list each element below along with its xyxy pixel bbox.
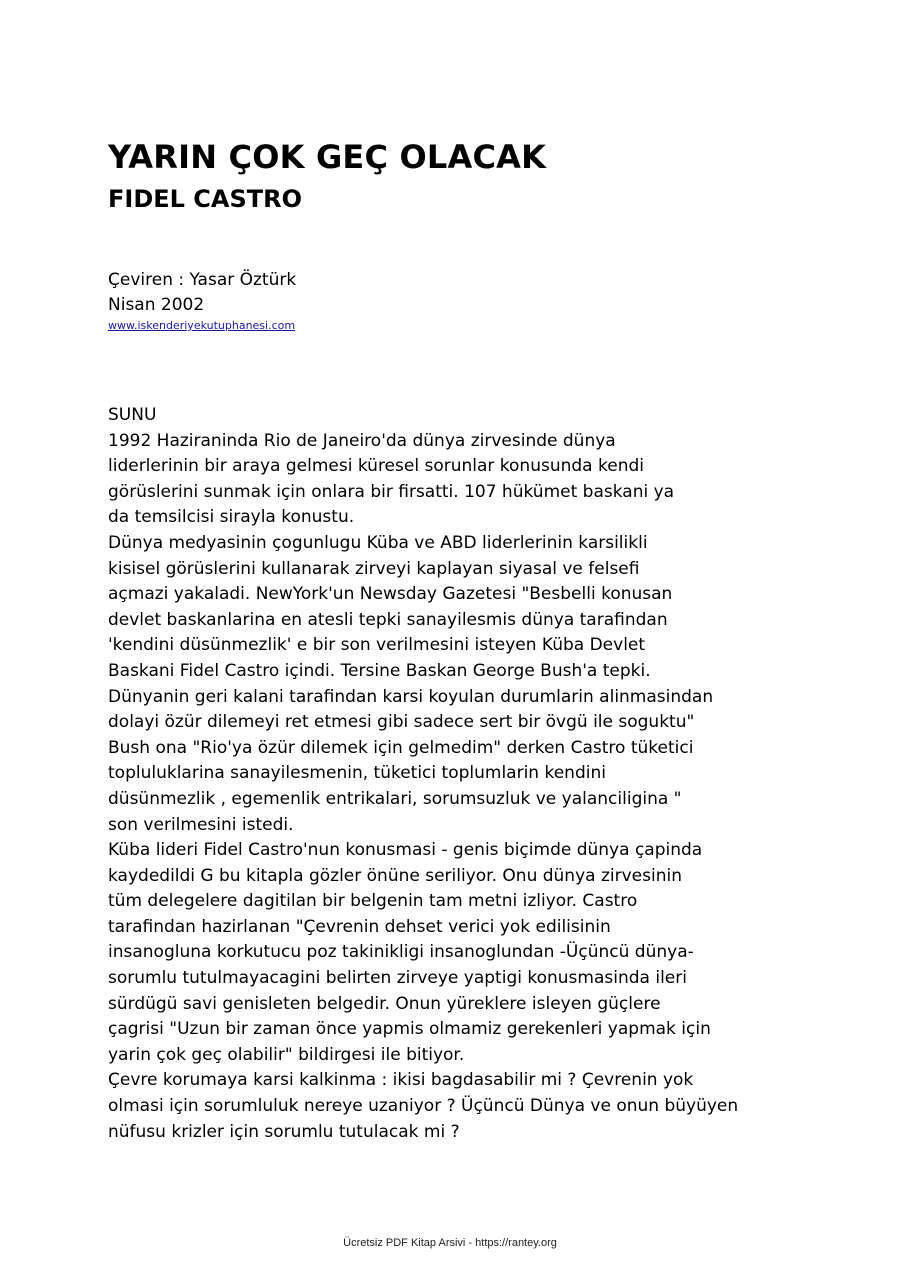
body-line: Dünyanin geri kalani tarafindan karsi koyulan durumlarin alinmasindan bbox=[108, 686, 714, 707]
body-line: olmasi için sorumluluk nereye uzaniyor ? Üçüncü Dünya ve onun büyüyen bbox=[108, 1096, 739, 1117]
body-line: dolayi özür dilemeyi ret etmesi gibi sadece sert bir övgü ile soguktu" bbox=[108, 712, 695, 733]
document-author: FIDEL CASTRO bbox=[108, 185, 303, 213]
body-line: Baskani Fidel Castro içindi. Tersine Baskan George Bush'a tepki. bbox=[108, 660, 651, 681]
body-line: kaydedildi G bu kitapla gözler önüne seriliyor. Onu dünya zirvesinin bbox=[108, 865, 682, 886]
website-link[interactable]: www.iskenderiyekutuphanesi.com bbox=[108, 319, 296, 332]
body-line: liderlerinin bir araya gelmesi küresel sorunlar konusunda kendi bbox=[108, 456, 644, 477]
body-line: 'kendini düsünmezlik' e bir son verilmesini isteyen Küba Devlet bbox=[108, 635, 646, 656]
body-line: görüslerini sunmak için onlara bir firsatti. 107 hükümet baskani ya bbox=[108, 481, 675, 502]
body-line: topluluklarina sanayilesmenin, tüketici toplumlarin kendini bbox=[108, 763, 606, 784]
body-text bbox=[108, 403, 748, 1145]
body-line: açmazi yakaladi. NewYork'un Newsday Gazetesi "Besbelli konusan bbox=[108, 584, 673, 605]
document-meta bbox=[108, 268, 296, 334]
body-line: çagrisi "Uzun bir zaman önce yapmis olmamiz gerekenleri yapmak için bbox=[108, 1019, 711, 1040]
body-line: Küba lideri Fidel Castro'nun konusmasi - genis biçimde dünya çapinda bbox=[108, 840, 703, 861]
body-line: da temsilcisi sirayla konustu. bbox=[108, 507, 355, 528]
body-line: nüfusu krizler için sorumlu tutulacak mi ? bbox=[108, 1121, 460, 1142]
section-heading: SUNU bbox=[108, 405, 157, 425]
translator-line: Çeviren : Yasar Öztürk bbox=[108, 270, 297, 290]
page-footer: Ücretsiz PDF Kitap Arsivi - https://rantey.org bbox=[343, 1237, 557, 1249]
body-line: sorumlu tutulmayacagini belirten zirveye yaptigi konusmasinda ileri bbox=[108, 968, 687, 989]
body-line: son verilmesini istedi. bbox=[108, 814, 294, 835]
body-line: Çevre korumaya karsi kalkinma : ikisi bagdasabilir mi ? Çevrenin yok bbox=[108, 1070, 694, 1091]
body-line: yarin çok geç olabilir" bildirgesi ile bitiyor. bbox=[108, 1044, 465, 1065]
body-line: tüm delegelere dagitilan bir belgenin tam metni izliyor. Castro bbox=[108, 891, 638, 912]
body-line: 1992 Haziraninda Rio de Janeiro'da dünya zirvesinde dünya bbox=[108, 430, 616, 451]
body-line: düsünmezlik , egemenlik entrikalari, sorumsuzluk ve yalanciligina " bbox=[108, 788, 682, 809]
date-line: Nisan 2002 bbox=[108, 295, 205, 315]
document-title: YARIN ÇOK GEÇ OLACAK bbox=[108, 138, 547, 176]
body-line: Bush ona "Rio'ya özür dilemek için gelmedim" derken Castro tüketici bbox=[108, 737, 694, 758]
body-line: devlet baskanlarina en atesli tepki sanayilesmis dünya tarafindan bbox=[108, 609, 668, 630]
body-line: tarafindan hazirlanan "Çevrenin dehset verici yok edilisinin bbox=[108, 916, 611, 937]
body-line: insanogluna korkutucu poz takinikligi insanoglundan -Üçüncü dünya- bbox=[108, 942, 694, 963]
body-line: Dünya medyasinin çogunlugu Küba ve ABD liderlerinin karsilikli bbox=[108, 532, 648, 553]
body-line: sürdügü savi genisleten belgedir. Onun yüreklere isleyen güçlere bbox=[108, 993, 661, 1014]
body-line: kisisel görüslerini kullanarak zirveyi kaplayan siyasal ve felsefi bbox=[108, 558, 640, 579]
